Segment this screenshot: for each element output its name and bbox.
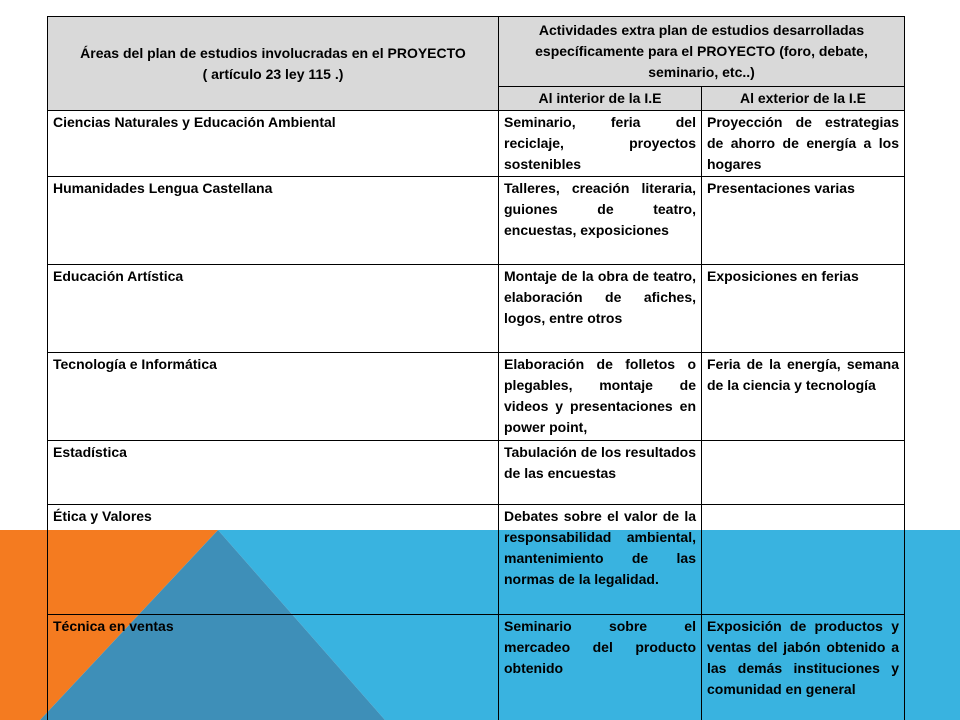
table-row [48, 353, 905, 441]
header-exterior: Al exterior de la I.E [702, 87, 905, 111]
area-cell: Ciencias Naturales y Educación Ambiental [48, 111, 499, 177]
header-areas-line-1: Áreas del plan de estudios involucradas en el PROYECTO [80, 44, 466, 61]
interior-cell: Montaje de la obra de teatro, elaboración de afiches, logos, entre otros [499, 265, 702, 353]
header-activities: Actividades extra plan de estudios desarrolladas específicamente para el PROYECTO (foro, debate, seminario, etc..) [499, 17, 905, 87]
table-row [48, 615, 905, 720]
table-row [48, 111, 905, 177]
exterior-cell [702, 441, 905, 505]
area-cell: Técnica en ventas [48, 615, 499, 720]
exterior-cell: Proyección de estrategias de ahorro de energía a los hogares [702, 111, 905, 177]
area-cell: Educación Artística [48, 265, 499, 353]
interior-cell: Seminario sobre el mercadeo del producto obtenido [499, 615, 702, 720]
interior-cell: Tabulación de los resultados de las encuestas [499, 441, 702, 505]
table-row [48, 265, 905, 353]
table-row [48, 177, 905, 265]
interior-cell: Elaboración de folletos o plegables, montaje de videos y presentaciones en power point, [499, 353, 702, 441]
area-cell: Humanidades Lengua Castellana [48, 177, 499, 265]
header-row-1 [48, 17, 905, 87]
interior-cell: Debates sobre el valor de la responsabilidad ambiental, mantenimiento de las normas de la legalidad. [499, 505, 702, 615]
interior-cell: Seminario, feria del reciclaje, proyectos sostenibles [499, 111, 702, 177]
exterior-cell: Feria de la energía, semana de la ciencia y tecnología [702, 353, 905, 441]
interior-cell: Talleres, creación literaria, guiones de teatro, encuestas, exposiciones [499, 177, 702, 265]
exterior-cell: Exposición de productos y ventas del jabón obtenido a las demás instituciones y comunidad en general [702, 615, 905, 720]
exterior-cell [702, 505, 905, 615]
table-row [48, 441, 905, 505]
area-cell: Tecnología e Informática [48, 353, 499, 441]
header-areas [48, 17, 499, 111]
exterior-cell: Exposiciones en ferias [702, 265, 905, 353]
table-row [48, 505, 905, 615]
area-cell: Estadística [48, 441, 499, 505]
header-interior: Al interior de la I.E [499, 87, 702, 111]
study-plan-table [47, 16, 905, 720]
area-cell: Ética y Valores [48, 505, 499, 615]
header-areas-line-2: ( artículo 23 ley 115 .) [202, 65, 344, 82]
exterior-cell: Presentaciones varias [702, 177, 905, 265]
